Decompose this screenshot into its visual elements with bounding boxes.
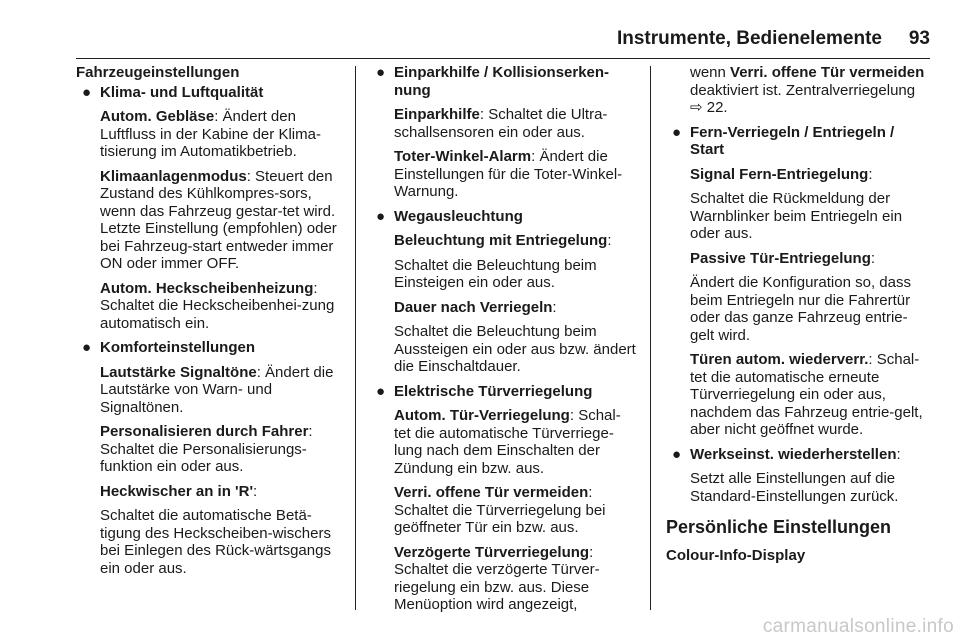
bullet-item xyxy=(370,208,636,226)
entry-text: : Schaltet die verzögerte Türver-riegelung ein bzw. aus. Diese Menüoption wird angezeigt, xyxy=(394,543,600,613)
entry-text: : Schal-tet die automatische Türverriege-lung nach dem Einschalten der Zündung ein bzw. aus. xyxy=(394,407,621,477)
bullet-item xyxy=(76,84,348,102)
entry-text: : xyxy=(607,232,612,249)
bullet-dot-icon: ● xyxy=(672,445,682,463)
entry xyxy=(370,299,636,317)
entry xyxy=(370,232,636,250)
entry-text: : xyxy=(253,482,258,500)
entry-term: Autom. Gebläse xyxy=(100,108,215,125)
entry xyxy=(666,351,930,439)
entry-text: : xyxy=(868,165,873,183)
entry xyxy=(666,250,930,268)
watermark: carmanualsonline.info xyxy=(762,616,954,637)
entry-text: : Schaltet die Heckscheibenhei-zung automatisch ein. xyxy=(100,279,335,332)
paragraph: Schaltet die Rückmeldung der Warnblinker beim Entriegeln ein oder aus. xyxy=(690,190,903,242)
column-2 xyxy=(370,64,636,621)
paragraph: Schaltet die Beleuchtung beim Einsteigen ein oder aus. xyxy=(394,256,597,291)
entry-text: : Steuert den Zustand des Kühlkompres-sors, wenn das Fahrzeug gestar-tet wird. Letzte Einstellung (empfohlen) oder bei Fahrzeug-start entweder immer ON oder immer OFF. xyxy=(100,167,337,272)
header-rule xyxy=(76,58,930,59)
entry xyxy=(370,484,636,537)
paragraph: Ändert die Konfiguration so, dass beim Entriegeln nur die Fahrertür oder das ganze Fahrzeug entrie-gelt wird. xyxy=(690,274,911,344)
bullet-item xyxy=(666,124,930,159)
page-header-title: Instrumente, Bedienelemente xyxy=(616,28,882,49)
entry xyxy=(76,108,348,161)
entry-term: Heckwischer an in 'R' xyxy=(100,482,254,500)
section-heading-large: Persönliche Einstellungen xyxy=(666,517,892,537)
bullet-dot-icon: ● xyxy=(376,382,386,400)
entry-text: deaktiviert ist. Zentralverriegelung ⇨ 22. xyxy=(690,81,916,116)
paragraph: Schaltet die Beleuchtung beim Aussteigen ein oder aus bzw. ändert die Einschaltdauer. xyxy=(394,323,636,375)
entry-term: Türen autom. wiederverr. xyxy=(690,351,869,368)
paragraph: Setzt alle Einstellungen auf die Standard-Einstellungen zurück. xyxy=(690,470,899,505)
entry-term: Autom. Heckscheibenheizung xyxy=(100,279,314,297)
bullet-title: Komforteinstellungen xyxy=(100,339,256,356)
entry xyxy=(666,166,930,184)
entry xyxy=(76,423,348,476)
entry xyxy=(76,483,348,501)
entry-text: : Ändert die Lautstärke von Warn- und Signaltönen. xyxy=(100,363,334,416)
entry-term: Verri. offene Tür vermeiden xyxy=(730,64,925,81)
entry-text: : xyxy=(552,298,557,316)
entry-text: : Schaltet die Türverriegelung bei geöffneter Tür ein bzw. aus. xyxy=(394,484,606,536)
column-1 xyxy=(76,64,348,584)
entry xyxy=(76,168,348,273)
entry-term: Dauer nach Verriegeln xyxy=(394,298,553,316)
bullet-dot-icon: ● xyxy=(376,64,386,81)
entry xyxy=(370,106,636,141)
entry-term: Toter-Winkel-Alarm xyxy=(394,148,532,165)
entry-term: Lautstärke Signaltöne xyxy=(100,363,257,381)
entry-text: : Schaltet die Personalisierungs-funktion ein oder aus. xyxy=(100,423,313,475)
bullet-title: Wegausleuchtung xyxy=(394,207,523,225)
bullet-dot-icon: ● xyxy=(672,123,682,141)
entry-term: Personalisieren durch Fahrer xyxy=(100,423,309,440)
bullet-dot-icon: ● xyxy=(82,83,92,101)
entry-text: : xyxy=(870,249,876,267)
entry-term: Signal Fern-Entriegelung xyxy=(690,165,869,183)
column-divider-1 xyxy=(355,66,356,610)
column-divider-2 xyxy=(650,66,651,610)
entry-text: : Ändert den Luftfluss in der Kabine der Klima-tisierung im Automatikbetrieb. xyxy=(100,108,321,160)
entry xyxy=(370,407,636,477)
bullet-item xyxy=(370,383,636,401)
sub-heading: Colour-Info-Display xyxy=(666,546,806,564)
continued-entry xyxy=(666,64,930,117)
entry-term: Klimaanlagenmodus xyxy=(100,167,247,185)
entry-text: : Schaltet die Ultra-schallsensoren ein oder aus. xyxy=(394,106,608,141)
bullet-dot-icon: ● xyxy=(82,339,92,356)
entry xyxy=(370,544,636,614)
bullet-item xyxy=(76,339,348,357)
paragraph: Schaltet die automatische Betä-tigung des Heckscheiben-wischers bei Einlegen des Rück-wärtsgangs ein oder aus. xyxy=(100,507,331,577)
entry-term: Autom. Tür-Verriegelung xyxy=(394,407,570,424)
entry xyxy=(76,364,348,417)
entry-text: : Schal-tet die automatische erneute Türverriegelung ein oder aus, nachdem das Fahrzeug entrie-gelt, aber nicht geöffnet wurde. xyxy=(690,351,923,438)
page-number: 93 xyxy=(908,28,930,49)
bullet-title: Klima- und Luftqualität xyxy=(100,83,264,101)
bullet-dot-icon: ● xyxy=(376,207,386,225)
entry xyxy=(370,148,636,201)
bullet-title: Einparkhilfe / Kollisionserken-nung xyxy=(394,64,610,99)
section-heading: Fahrzeugeinstellungen xyxy=(76,64,240,81)
column-3 xyxy=(666,64,930,564)
entry xyxy=(76,280,348,333)
entry-term: Verri. offene Tür vermeiden xyxy=(394,484,589,501)
bullet-title-suffix: : xyxy=(896,445,901,463)
bullet-item xyxy=(666,446,930,464)
bullet-title: Elektrische Türverriegelung xyxy=(394,382,593,400)
bullet-item xyxy=(370,64,636,99)
entry-term: Einparkhilfe xyxy=(394,106,480,123)
entry-text: : Ändert die Einstellungen für die Toter-Winkel-Warnung. xyxy=(394,148,623,200)
entry-text: wenn xyxy=(690,64,731,81)
bullet-title: Werkseinst. wiederherstellen xyxy=(690,445,897,463)
entry-term: Beleuchtung mit Entriegelung xyxy=(394,232,608,249)
entry-term: Verzögerte Türverriegelung xyxy=(394,543,590,561)
entry-term: Passive Tür-Entriegelung xyxy=(690,249,871,267)
bullet-title: Fern-Verriegeln / Entriegeln / Start xyxy=(690,123,895,158)
